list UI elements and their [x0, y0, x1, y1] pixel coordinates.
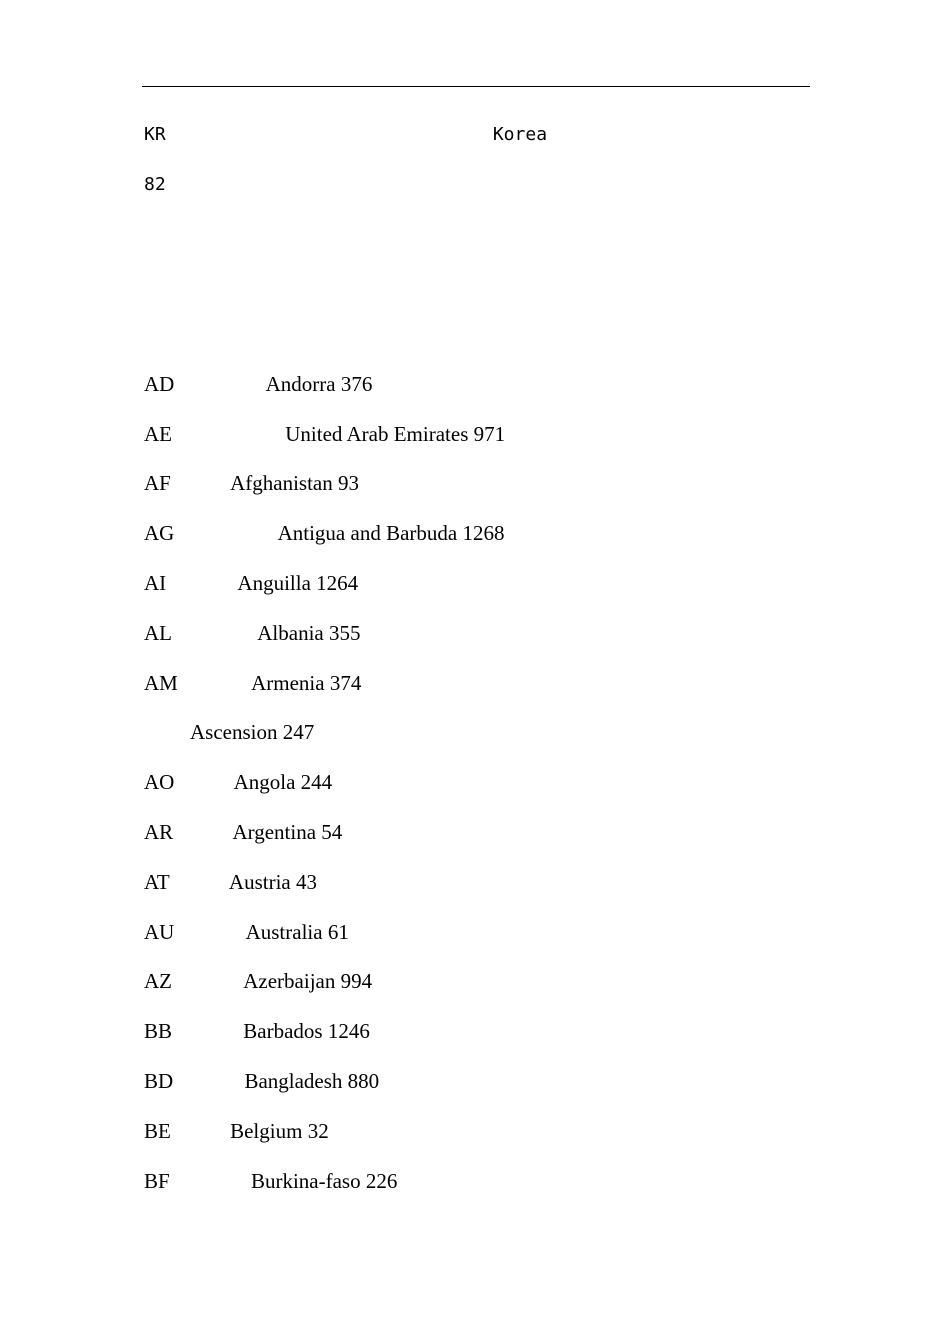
country-code: AT — [144, 870, 170, 894]
dial-code: 971 — [473, 422, 506, 446]
country-name: Anguilla — [237, 571, 311, 595]
country-name: Azerbaijan — [243, 969, 336, 993]
dial-code: 43 — [296, 870, 317, 894]
country-code: AD — [144, 372, 175, 396]
list-item — [144, 1117, 810, 1145]
list-item — [144, 718, 810, 746]
dial-code: 994 — [340, 969, 373, 993]
header-rule — [142, 86, 810, 87]
country-name: Armenia — [251, 671, 325, 695]
country-code: AU — [144, 920, 175, 944]
dial-code: 374 — [329, 671, 362, 695]
dial-code: 1264 — [316, 571, 359, 595]
table-header — [144, 320, 810, 348]
list-item — [144, 1067, 810, 1095]
country-name: Argentina — [232, 820, 317, 844]
list-item — [144, 370, 810, 398]
country-name: United Arab Emirates — [285, 422, 469, 446]
dial-code: 1268 — [462, 521, 505, 545]
country-code: AF — [144, 471, 171, 495]
list-item — [144, 768, 810, 796]
country-code: AI — [144, 571, 167, 595]
country-name: Belgium — [230, 1119, 303, 1143]
list-item — [144, 519, 810, 547]
country-name: Australia — [245, 920, 323, 944]
dial-code: 32 — [307, 1119, 329, 1143]
country-name: Austria — [228, 870, 291, 894]
country-code: AG — [144, 521, 175, 545]
country-code: BB — [144, 1019, 173, 1043]
dial-code: 880 — [347, 1069, 380, 1093]
country-name: Albania — [257, 621, 324, 645]
country-name: Andorra — [265, 372, 336, 396]
dial-code: 61 — [327, 920, 349, 944]
line-glyph-run — [330, 220, 810, 248]
country-name: Burkina-faso — [250, 1169, 361, 1193]
country-name: Korea — [492, 124, 548, 145]
country-code: AZ — [144, 969, 172, 993]
country-code: BF — [144, 1169, 170, 1193]
list-item — [144, 1167, 810, 1195]
list-item — [144, 619, 810, 647]
dial-code: 226 — [365, 1169, 398, 1193]
country-code: KR — [144, 124, 166, 145]
line-glyph-single — [144, 270, 810, 298]
country-name: Antigua and Barbuda — [277, 521, 458, 545]
list-item — [144, 1017, 810, 1045]
dial-code: 244 — [300, 770, 333, 794]
list-item — [144, 918, 810, 946]
list-item — [144, 569, 810, 597]
line-korea — [144, 121, 810, 149]
country-code: AR — [144, 820, 174, 844]
country-name: Afghanistan — [230, 471, 333, 495]
list-item — [144, 868, 810, 896]
country-name: Angola — [233, 770, 296, 794]
country-code: AL — [144, 621, 172, 645]
line-dial-code: 82 — [144, 174, 166, 195]
list-item — [144, 420, 810, 448]
list-item — [144, 818, 810, 846]
country-code: AE — [144, 422, 172, 446]
country-name: Bangladesh — [244, 1069, 343, 1093]
dial-code: 355 — [328, 621, 361, 645]
dial-code: 247 — [282, 720, 315, 744]
country-code: BE — [144, 1119, 171, 1143]
list-item — [144, 669, 810, 697]
country-code: AM — [144, 671, 178, 695]
country-code: BD — [144, 1069, 174, 1093]
list-item — [144, 967, 810, 995]
country-name: Barbados — [243, 1019, 323, 1043]
dial-code: 93 — [338, 471, 360, 495]
dial-code: 376 — [340, 372, 373, 396]
country-code: AO — [144, 770, 175, 794]
list-item — [144, 469, 810, 497]
country-name: Ascension — [190, 720, 278, 744]
dial-code: 1246 — [327, 1019, 370, 1043]
dial-code: 54 — [321, 820, 343, 844]
